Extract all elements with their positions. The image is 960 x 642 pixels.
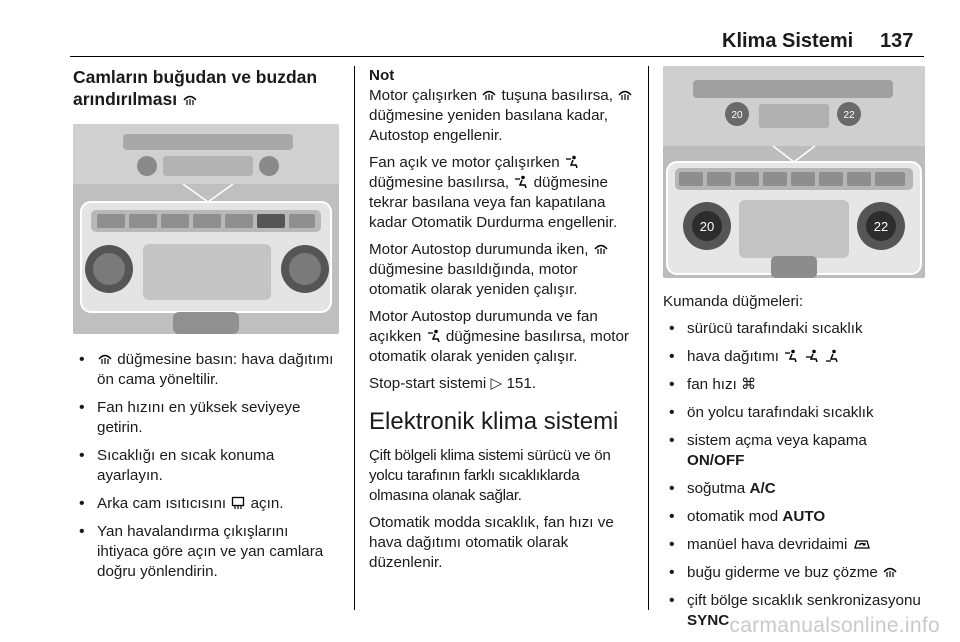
- recirculation-icon: [853, 537, 871, 550]
- svg-text:20: 20: [699, 219, 715, 234]
- air-distribution-icon: [784, 349, 798, 362]
- note-title: Not: [369, 67, 395, 84]
- page-number: 137: [880, 30, 914, 52]
- svg-text:20: 20: [731, 110, 743, 121]
- list-item: • sürücü tarafındaki sıcaklık: [663, 319, 925, 339]
- air-distribution-icon: [805, 349, 819, 362]
- note-paragraph: Motor Autostop durumunda ve fan açıkken düğmesine basılırsa, motor otomatik olarak yeniden çalışır.: [369, 308, 629, 365]
- defrost-icon: [883, 565, 897, 578]
- note-paragraph: Fan açık ve motor çalışırken düğmesine basılırsa, düğmesine tekrar basılana veya fan kapatılana kadar Otomatik Durdurma engellenir.: [369, 154, 618, 231]
- fan-icon: ⌘: [741, 376, 757, 393]
- svg-text:22: 22: [873, 219, 889, 234]
- note-paragraph: Motor çalışırken tuşuna basılırsa, düğmesine yeniden basılana kadar, Autostop engellenir.: [369, 86, 635, 146]
- column-3: [663, 66, 925, 639]
- reference-arrow-icon: ▷: [490, 375, 503, 392]
- body-paragraph: Otomatik modda sıcaklık, fan hızı ve hava dağıtımı otomatik olarak düzenlenir.: [369, 514, 614, 571]
- list-item: • çift bölge sıcaklık senkronizasyonu SYNC: [663, 591, 925, 631]
- list-item: • otomatik mod AUTO: [663, 507, 925, 527]
- air-distribution-icon: [565, 155, 579, 168]
- note-paragraph: Motor Autostop durumunda iken, düğmesine basıldığında, motor otomatik olarak yeniden çalışır.: [369, 240, 635, 300]
- list-item: • ön yolcu tarafındaki sıcaklık: [663, 403, 925, 423]
- header-rule: [70, 56, 924, 57]
- climate-panel-photo-2: [663, 66, 925, 278]
- column-divider-2: [648, 66, 649, 610]
- column-divider-1: [354, 66, 355, 610]
- section-heading: Elektronik klima sistemi: [369, 408, 619, 435]
- air-distribution-icon: [514, 175, 528, 188]
- list-item: • Yan havalandırma çıkışlarını ihtiyaca göre açın ve yan camlara doğru yönlendirin.: [73, 522, 341, 582]
- list-item: • Fan hızını en yüksek seviyeye getirin.: [73, 398, 341, 438]
- column-1: [73, 66, 341, 590]
- rear-window-heater-icon: [231, 496, 245, 509]
- watermark: carmanualsonline.info: [729, 614, 940, 637]
- list-item: • Sıcaklığı en sıcak konuma ayarlayın.: [73, 446, 341, 486]
- list-item: • Arka cam ısıtıcısını açın.: [73, 494, 341, 514]
- list-item: • buğu giderme ve buz çözme: [663, 563, 925, 583]
- body-paragraph: Çift bölgeli klima sistemi sürücü ve ön yolcu tarafının farklı sıcaklıklarda olmasına olanak sağlar.: [369, 447, 611, 504]
- page-header-title: Klima Sistemi: [722, 30, 854, 52]
- defrost-steps-list: [73, 350, 341, 582]
- list-item: • düğmesine basın: hava dağıtımı ön cama yöneltilir.: [73, 350, 341, 390]
- cross-reference[interactable]: Stop-start sistemi ▷ 151.: [369, 375, 537, 392]
- climate-panel-photo-1: [73, 124, 339, 334]
- list-item: • fan hızı ⌘: [663, 375, 925, 395]
- defrost-icon: [594, 242, 608, 255]
- defrost-icon: [618, 88, 632, 101]
- list-item: • hava dağıtımı: [663, 347, 925, 367]
- list-item: • sistem açma veya kapama ON/OFF: [663, 431, 925, 471]
- section-title: Camların buğudan ve buzdan arındırılması: [73, 67, 318, 109]
- list-item: • soğutma A/C: [663, 479, 925, 499]
- column-2: [369, 66, 635, 580]
- defrost-icon: [183, 93, 197, 106]
- air-distribution-icon: [825, 349, 839, 362]
- list-item: • manüel hava devridaimi: [663, 535, 925, 555]
- defrost-icon: [482, 88, 496, 101]
- svg-text:22: 22: [843, 110, 855, 121]
- defrost-icon: [98, 352, 112, 365]
- controls-list: [663, 319, 925, 631]
- controls-title: Kumanda düğmeleri:: [663, 293, 804, 310]
- air-distribution-icon: [427, 329, 441, 342]
